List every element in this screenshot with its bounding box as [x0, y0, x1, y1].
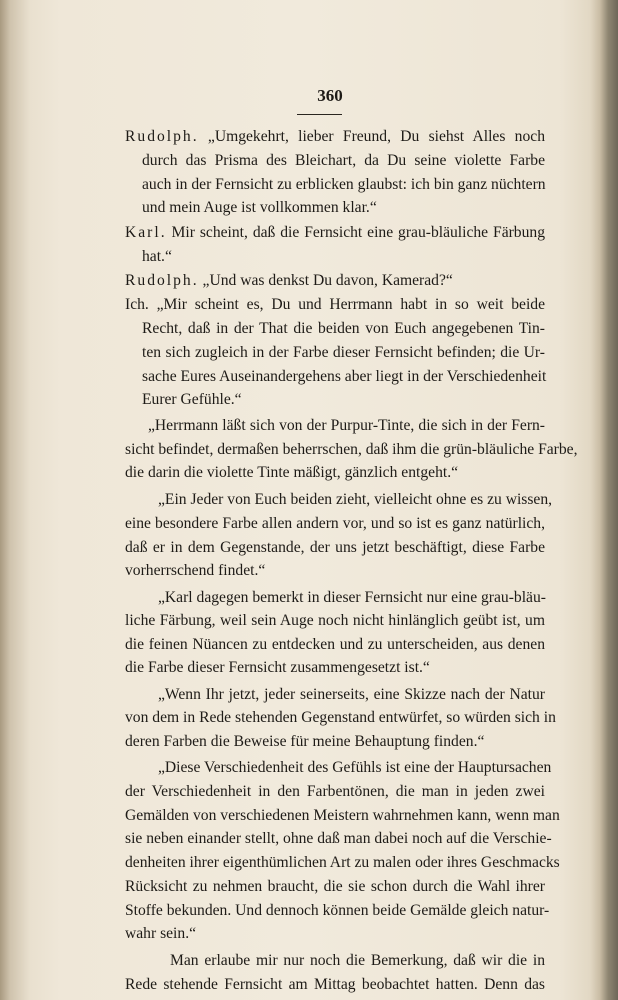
text-line: Gemälden von verschiedenen Meistern wahrnehmen kann, wenn man [125, 807, 560, 824]
text-line: denheiten ihrer eigenthümlichen Art zu malen oder ihres Geschmacks [125, 854, 560, 871]
text-line [125, 126, 545, 148]
text-line: „Herrmann läßt sich von der Purpur-Tinte, die sich in der Fern- [148, 417, 545, 434]
speaker-name: Ich. [125, 296, 149, 313]
text-line: ten sich zugleich in der Farbe dieser Fernsicht befinden; die Ur- [142, 344, 545, 361]
text-line: von dem in Rede stehenden Gegenstand entwürfet, so würden sich in [125, 709, 556, 726]
line-text: „Mir scheint es, Du und Herrmann habt in so weit beide [148, 296, 545, 313]
text-line: durch das Prisma des Bleichart, da Du seine violette Farbe [142, 152, 545, 169]
text-line: eine besondere Farbe allen andern vor, und so ist es ganz natürlich, [125, 515, 545, 532]
text-line: und mein Auge ist vollkommen klar.“ [142, 199, 377, 216]
text-line: „Karl dagegen bemerkt in dieser Fernsicht nur eine grau-bläu- [158, 589, 546, 606]
text-line: auch in der Fernsicht zu erblicken glaubst: ich bin ganz nüchtern [142, 176, 546, 193]
text-line: deren Farben die Beweise für meine Behauptung finden.“ [125, 733, 485, 750]
text-line: liche Färbung, weil sein Auge noch nicht hinlänglich geübt ist, um [125, 612, 545, 629]
header-rule [297, 114, 342, 115]
line-text: „Umgekehrt, lieber Freund, Du siehst Alles noch [198, 128, 545, 145]
speaker-name: Rudolph. [125, 272, 199, 289]
line-text: Mir scheint, daß die Fernsicht eine grau-bläuliche Färbung [166, 224, 545, 241]
line-text: „Und was denkst Du davon, Kamerad?“ [198, 272, 453, 289]
text-line: wahr sein.“ [125, 925, 197, 942]
text-line: „Ein Jeder von Euch beiden zieht, vielleicht ohne es zu wissen, [158, 491, 553, 508]
text-line: daß er in dem Gegenstande, der uns jetzt beschäftigt, diese Farbe [125, 539, 545, 556]
text-line: die darin die violette Tinte mäßigt, gänzlich entgeht.“ [125, 464, 459, 481]
text-line [125, 222, 545, 244]
page-number: 360 [317, 86, 343, 105]
text-line: Stoffe bekunden. Und dennoch können beide Gemälde gleich natur- [125, 902, 550, 919]
text-line: „Wenn Ihr jetzt, jeder seinerseits, eine Skizze nach der Natur [158, 686, 545, 703]
text-line: Rede stehende Fernsicht am Mittag beobachtet hatten. Denn das [125, 976, 545, 993]
text-line: hat.“ [142, 248, 172, 265]
text-line: die Farbe dieser Fernsicht zusammengesetzt ist.“ [125, 659, 430, 676]
text-line: Rücksicht zu nehmen braucht, die sie schon durch die Wahl ihrer [125, 878, 545, 895]
text-line: sicht befindet, dermaßen beherrschen, daß ihm die grün-bläuliche Farbe, [125, 441, 578, 458]
text-line: Man erlaube mir nur noch die Bemerkung, daß wir die in [170, 952, 545, 969]
speaker-name: Rudolph. [125, 128, 199, 145]
text-line: sache Eures Auseinandergehens aber liegt in der Verschiedenheit [142, 368, 547, 385]
speaker-name: Karl. [125, 224, 167, 241]
text-line [125, 270, 545, 292]
text-line: vorherrschend findet.“ [125, 562, 266, 579]
text-line: Recht, daß in der That die beiden von Euch angegebenen Tin- [142, 320, 545, 337]
text-line: sie neben einander stellt, ohne daß man dabei noch auf die Verschie- [125, 830, 552, 847]
text-line: der Verschiedenheit in den Farbentönen, die man in jeden zwei [125, 783, 545, 800]
text-line [125, 294, 545, 316]
text-line: Eurer Gefühle.“ [142, 391, 242, 408]
text-line: „Diese Verschiedenheit des Gefühls ist eine der Hauptursachen [158, 759, 552, 776]
text-line: die feinen Nüancen zu entdecken und zu unterscheiden, aus denen [125, 636, 545, 653]
